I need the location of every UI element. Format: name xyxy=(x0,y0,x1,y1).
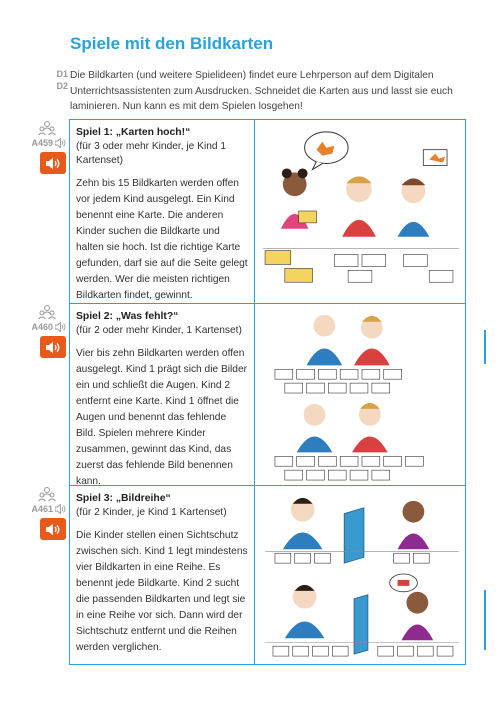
level-code-d2: D2 xyxy=(56,81,68,91)
game-2-subtitle: (für 2 oder mehr Kinder, 1 Kartenset) xyxy=(76,325,242,336)
audio-code: A461 xyxy=(31,504,53,514)
game-3-illustration xyxy=(254,485,466,665)
game-2-side xyxy=(24,304,66,358)
game-2-text xyxy=(69,303,255,486)
children-cards-illustration xyxy=(255,304,465,485)
speaker-icon xyxy=(55,504,66,514)
game-1-illustration xyxy=(254,119,466,304)
intro-text: Die Bildkarten (und weitere Spielideen) findet eure Lehrperson auf dem Digitalen Unterrichtsassistenten zum Ausdrucken. Schneidet die Karten aus und lasst sie euch laminieren. Nun kann es mit dem Spielen losgehen! xyxy=(70,70,453,112)
play-audio-button[interactable] xyxy=(40,152,66,174)
margin-mark xyxy=(484,330,486,364)
audio-code: A459 xyxy=(31,138,53,148)
speaker-icon xyxy=(55,138,66,148)
game-3-side xyxy=(24,486,66,540)
group-icon xyxy=(38,486,56,502)
game-2-illustration xyxy=(254,303,466,486)
game-1-side xyxy=(24,120,66,174)
game-3-title: Spiel 3: „Bildreihe“ xyxy=(76,493,171,504)
children-cards-illustration xyxy=(255,120,465,303)
play-audio-button[interactable] xyxy=(40,336,66,358)
game-1-subtitle: (für 3 oder mehr Kinder, je Kind 1 Kartenset) xyxy=(76,141,227,166)
game-1-description: Zehn bis 15 Bildkarten werden offen vor jedem Kind ausgelegt. Ein Kind benennt eine Karte. Die anderen Kinder suchen die Bildkarte und halten sie hoch. Ist die richtige Karte gefunden, darf sie auf die Seite gelegt werden. Wer die meisten richtigen Bildkarten findet, gewinnt. xyxy=(76,178,248,301)
game-3-description: Die Kinder stellen einen Sichtschutz zwischen sich. Kind 1 legt mindestens vier Bildkarten in eine Reihe. Es benennt jede Bildkarte. Kind 2 sucht die passenden Bildkarten und legt sie in eine Reihe vor sich. Dann wird der Sichtschutz entfernt und die Reihen werden verglichen. xyxy=(76,530,248,653)
group-icon xyxy=(38,120,56,136)
play-audio-button[interactable] xyxy=(40,518,66,540)
game-1-title: Spiel 1: „Karten hoch!“ xyxy=(76,127,191,138)
group-icon xyxy=(38,304,56,320)
level-code-d1: D1 xyxy=(56,69,68,79)
page-title: Spiele mit den Bildkarten xyxy=(70,34,274,53)
audio-code: A460 xyxy=(31,322,53,332)
margin-mark xyxy=(484,590,486,650)
speaker-icon xyxy=(45,341,61,354)
speaker-icon xyxy=(55,322,66,332)
game-2-title: Spiel 2: „Was fehlt?“ xyxy=(76,311,179,322)
speaker-icon xyxy=(45,157,61,170)
game-3-subtitle: (für 2 Kinder, je Kind 1 Kartenset) xyxy=(76,507,227,518)
game-1-text xyxy=(69,119,255,304)
game-3-text xyxy=(69,485,255,665)
game-2-description: Vier bis zehn Bildkarten werden offen ausgelegt. Kind 1 prägt sich die Bilder ein und schließt die Augen. Kind 2 entfernt eine Karte. Kind 1 öffnet die Augen und benennt das fehlende Bild. Spielen mehrere Kinder zusammen, gewinnt das Kind, das zuerst das fehlende Bild benennen kann. xyxy=(76,348,248,487)
children-screen-illustration xyxy=(255,486,465,664)
level-codes xyxy=(28,68,68,92)
speaker-icon xyxy=(45,523,61,536)
